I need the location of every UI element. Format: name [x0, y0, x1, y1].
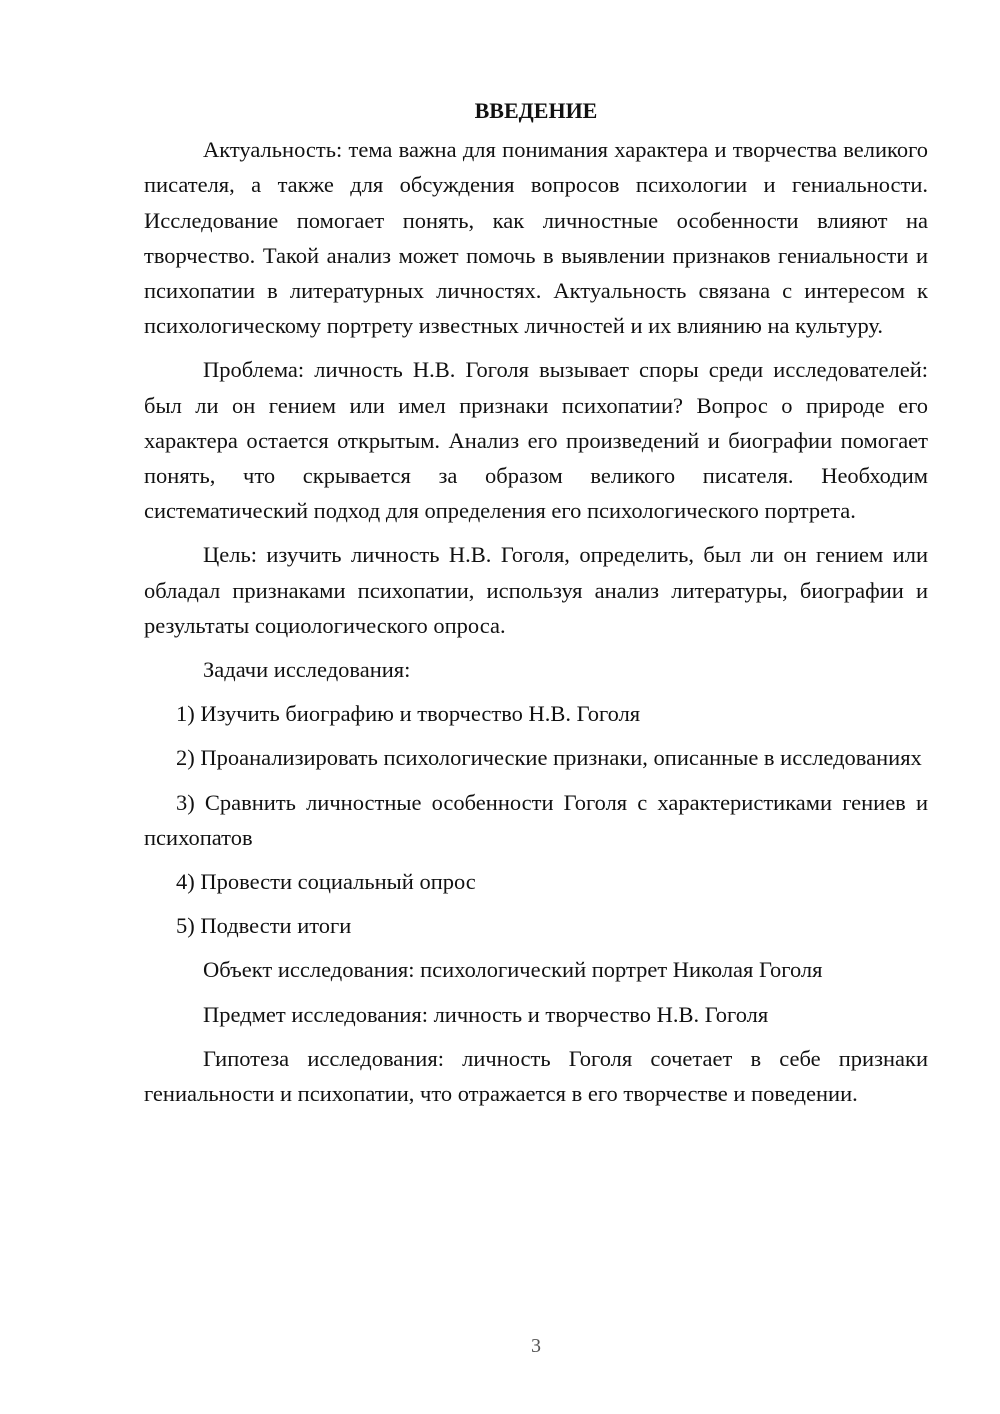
tasks-list — [144, 696, 928, 943]
relevance-paragraph: Актуальность: тема важна для понимания характера и творчества великого писателя, а также для обсуждения вопросов психологии и гениальности. Исследование помогает понять, как личностные особенности влияют на творчество. Такой анализ может помочь в выявлении признаков гениальности и психопатии в литературных личностях. Актуальность связана с интересом к психологическому портрету известных личностей и их влиянию на культуру. — [144, 137, 928, 339]
hypothesis-paragraph: Гипотеза исследования: личность Гоголя сочетает в себе признаки гениальности и психопатии, что отражается в его творчестве и поведении. — [144, 1045, 928, 1107]
page-body — [144, 93, 928, 1120]
task-item-4: 4) Провести социальный опрос — [176, 869, 476, 895]
task-item-1: 1) Изучить биографию и творчество Н.В. Гоголя — [176, 701, 641, 727]
subject-paragraph: Предмет исследования: личность и творчество Н.В. Гоголя — [203, 1001, 769, 1027]
section-heading: ВВЕДЕНИЕ — [474, 98, 598, 123]
task-item-3: 3) Сравнить личностные особенности Гоголя с характеристиками гениев и психопатов — [144, 789, 928, 850]
problem-paragraph: Проблема: личность Н.В. Гоголя вызывает споры среди исследователей: был ли он гением или имел признаки психопатии? Вопрос о природе его характера остается открытым. Анализ его произведений и биографии помогает понять, что скрывается за образом великого писателя. Необходим систематический подход для определения его психологического портрета. — [144, 357, 928, 524]
goal-paragraph: Цель: изучить личность Н.В. Гоголя, определить, был ли он гением или обладал признаками психопатии, используя анализ литературы, биографии и результаты социологического опроса. — [144, 542, 928, 638]
task-item-5: 5) Подвести итоги — [176, 913, 352, 939]
tasks-title: Задачи исследования: — [203, 657, 411, 683]
page-number: 3 — [531, 1335, 541, 1357]
object-paragraph: Объект исследования: психологический портрет Николая Гоголя — [203, 957, 823, 983]
task-item-2: 2) Проанализировать психологические признаки, описанные в исследованиях — [176, 745, 922, 771]
